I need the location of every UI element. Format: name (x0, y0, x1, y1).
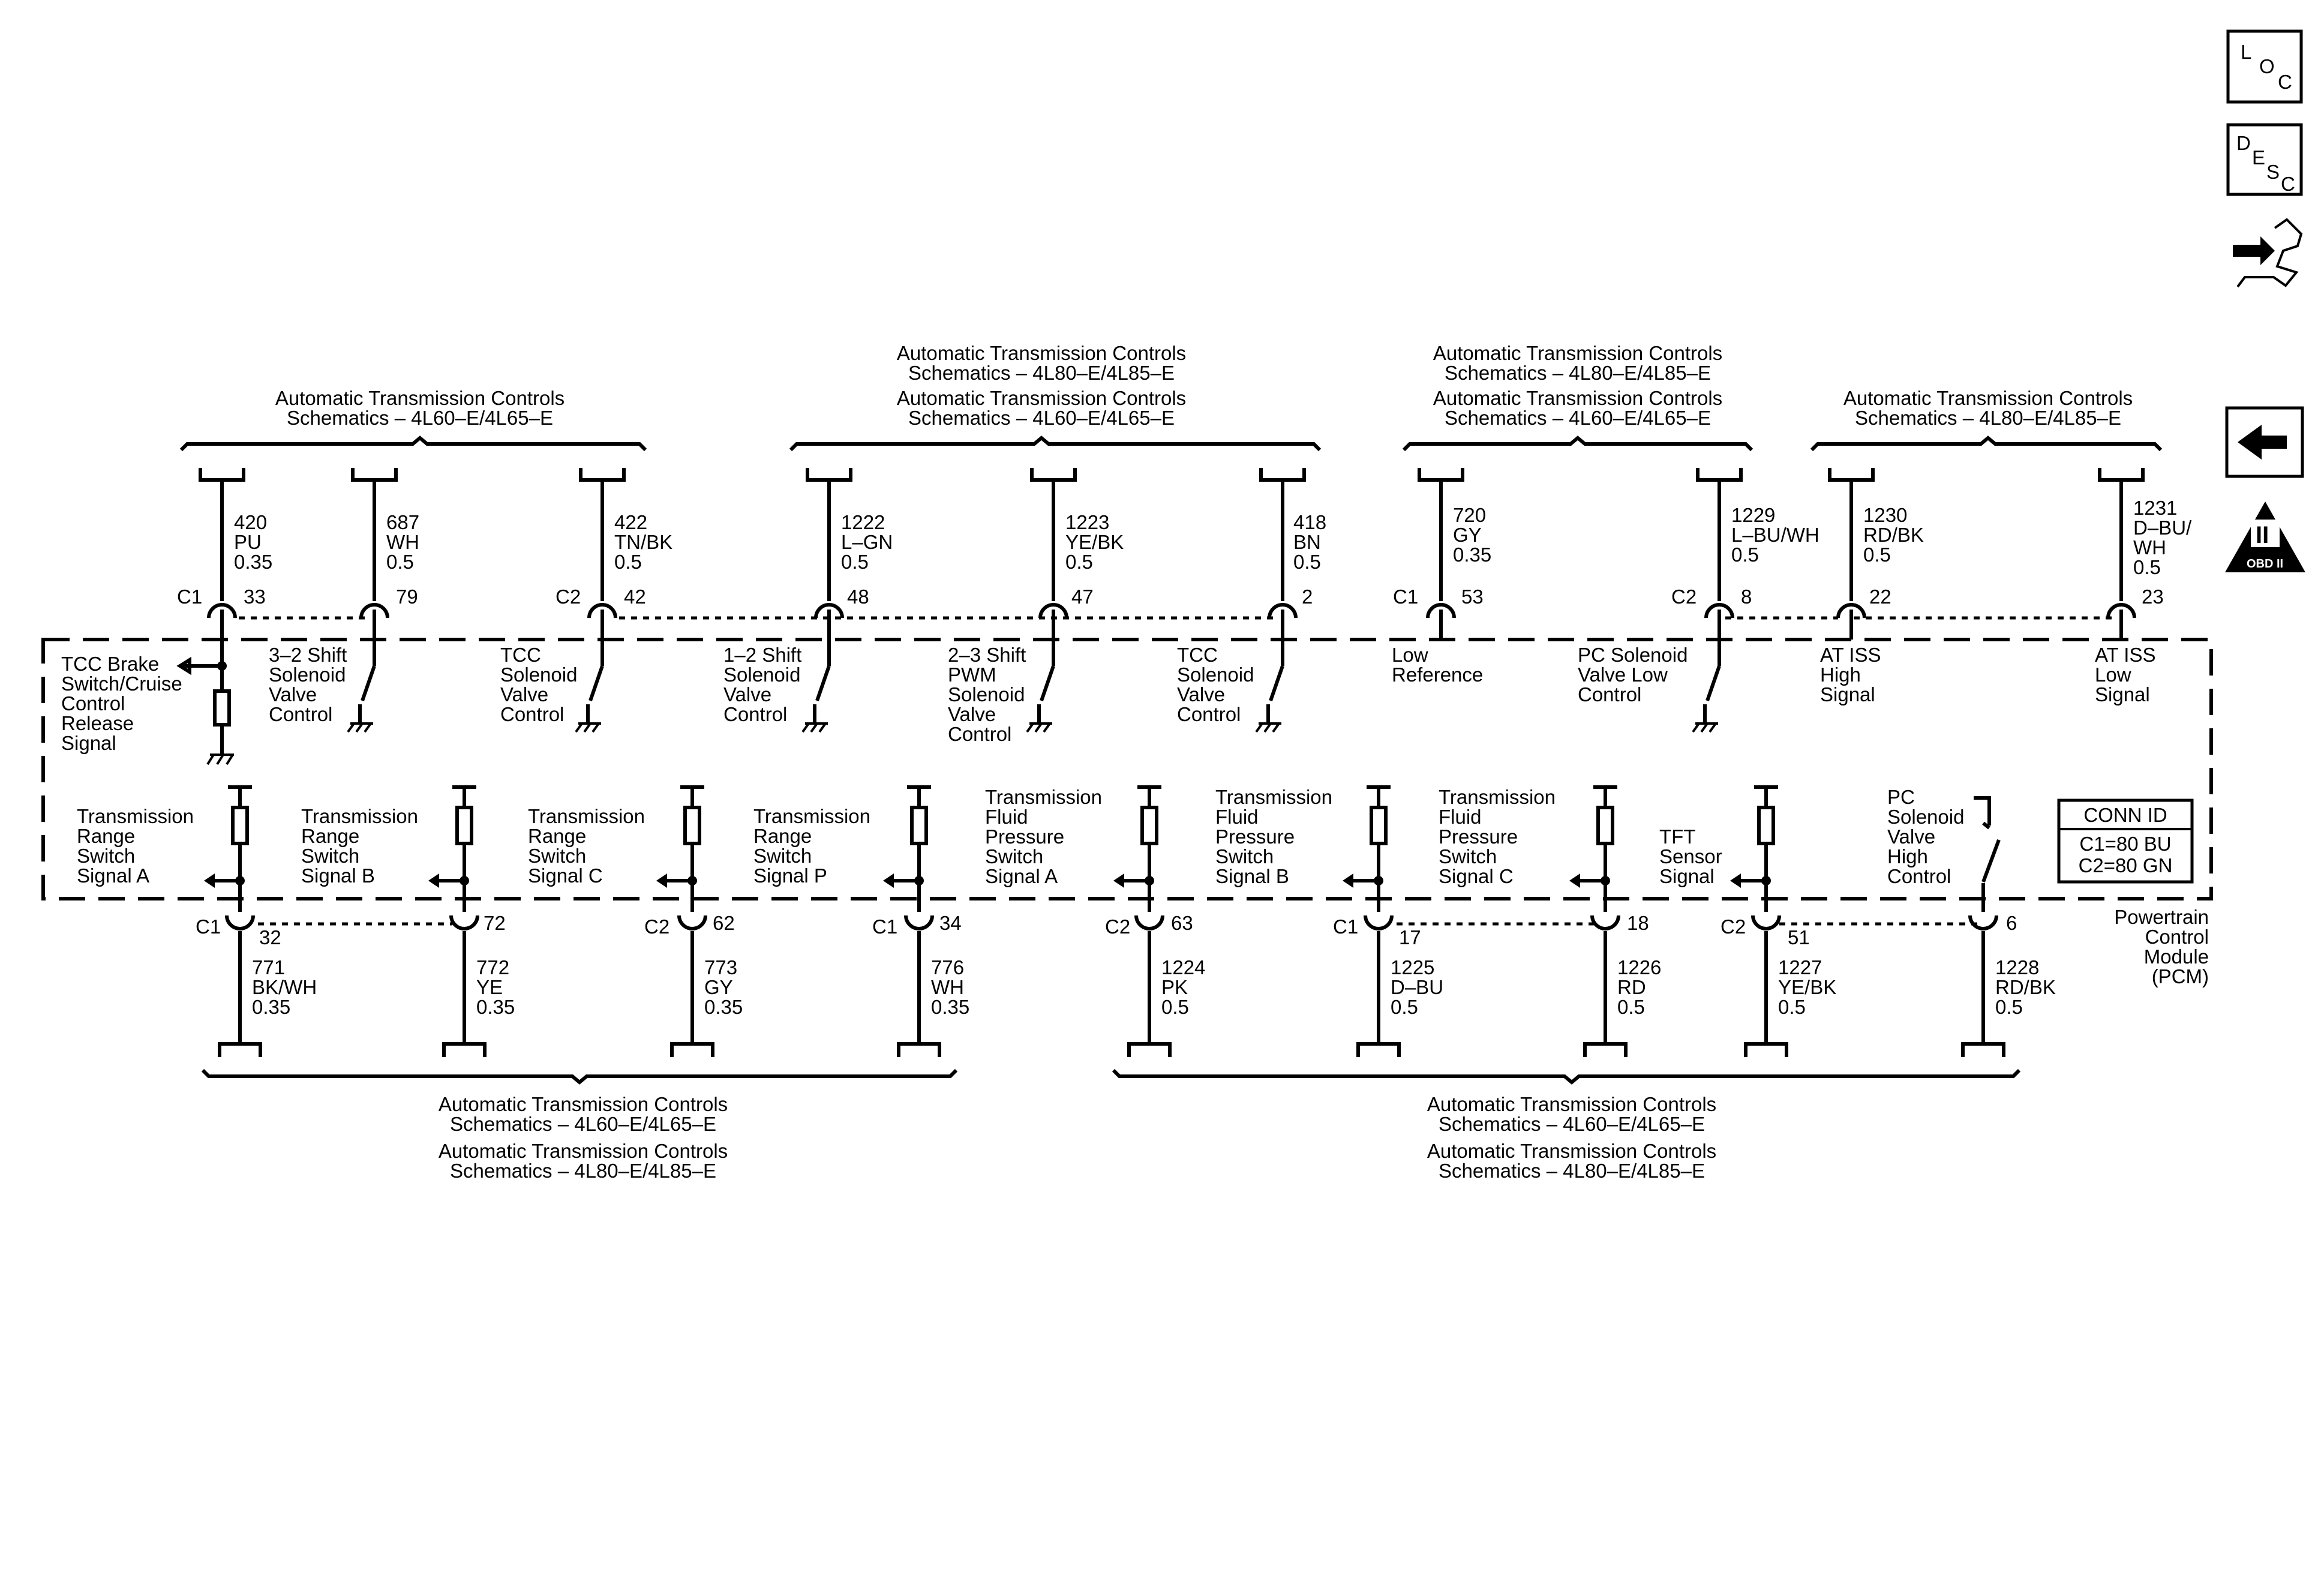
svg-text:2: 2 (1302, 586, 1313, 608)
svg-text:0.5: 0.5 (1161, 996, 1189, 1018)
svg-text:Low: Low (2095, 664, 2131, 686)
svg-text:Signal A: Signal A (985, 865, 1058, 887)
svg-text:C: C (2278, 71, 2292, 93)
svg-text:47: 47 (1071, 586, 1094, 608)
svg-text:Reference: Reference (1392, 664, 1484, 686)
connector-pin-symbol (1592, 915, 1619, 929)
top-wire-pin-47[interactable] (948, 468, 1124, 745)
svg-text:Schematics – 4L60–E/4L65–E: Schematics – 4L60–E/4L65–E (1439, 1113, 1705, 1135)
svg-text:422: 422 (614, 511, 648, 533)
svg-text:420: 420 (234, 511, 268, 533)
svg-text:Transmission: Transmission (753, 805, 870, 827)
connector-pin-symbol (1365, 915, 1392, 929)
svg-text:PK: PK (1161, 976, 1188, 998)
top-wire-pin-42[interactable] (500, 468, 672, 732)
bottom-wire-pin-62[interactable] (528, 787, 743, 1057)
svg-text:RD/BK: RD/BK (1863, 524, 1924, 546)
svg-text:AT ISS: AT ISS (1820, 644, 1881, 666)
svg-text:53: 53 (1461, 586, 1484, 608)
svg-text:Control: Control (1887, 865, 1951, 887)
svg-text:Fluid: Fluid (1215, 806, 1259, 828)
svg-text:771: 771 (252, 956, 286, 978)
connector-view-icon[interactable] (2233, 220, 2301, 287)
svg-text:Signal: Signal (61, 732, 116, 754)
connector-pin-symbol (906, 915, 932, 929)
svg-text:62: 62 (713, 912, 735, 934)
svg-text:Signal: Signal (1659, 865, 1715, 887)
svg-text:Automatic Transmission Control: Automatic Transmission Controls (1433, 387, 1723, 409)
svg-text:WH: WH (2133, 536, 2166, 559)
svg-text:YE/BK: YE/BK (1065, 531, 1124, 553)
svg-text:C2: C2 (644, 915, 670, 938)
brace (1404, 438, 1752, 450)
svg-text:L–GN: L–GN (841, 531, 893, 553)
resistor-symbol (1371, 807, 1386, 843)
svg-text:Signal C: Signal C (1439, 865, 1514, 887)
svg-text:Schematics – 4L80–E/4L85–E: Schematics – 4L80–E/4L85–E (450, 1160, 716, 1182)
svg-text:Schematics – 4L80–E/4L85–E: Schematics – 4L80–E/4L85–E (908, 362, 1175, 384)
svg-text:PU: PU (234, 531, 262, 553)
svg-text:0.5: 0.5 (1863, 544, 1891, 566)
svg-text:D: D (2236, 132, 2251, 154)
svg-text:1224: 1224 (1161, 956, 1206, 978)
svg-text:Signal: Signal (2095, 683, 2150, 706)
svg-text:Control: Control (2145, 926, 2209, 948)
svg-text:0.5: 0.5 (1731, 544, 1759, 566)
svg-text:1222: 1222 (841, 511, 885, 533)
svg-text:Signal C: Signal C (528, 864, 603, 887)
svg-text:Automatic Transmission Control: Automatic Transmission Controls (1433, 342, 1723, 364)
svg-text:TFT: TFT (1659, 825, 1696, 848)
svg-text:773: 773 (704, 956, 738, 978)
svg-text:720: 720 (1453, 504, 1487, 526)
svg-text:Schematics – 4L60–E/4L65–E: Schematics – 4L60–E/4L65–E (287, 407, 553, 429)
svg-text:418: 418 (1293, 511, 1327, 533)
svg-text:RD/BK: RD/BK (1995, 976, 2056, 998)
top-group-0[interactable] (181, 387, 645, 450)
svg-text:High: High (1820, 664, 1861, 686)
brace (1113, 1070, 2019, 1082)
svg-text:Solenoid: Solenoid (269, 664, 346, 686)
svg-text:8: 8 (1741, 586, 1752, 608)
bottom-wire-pin-72[interactable] (301, 787, 515, 1057)
brace (1812, 438, 2161, 450)
svg-text:0.5: 0.5 (2133, 556, 2161, 578)
svg-text:Control: Control (1177, 703, 1241, 725)
svg-text:S: S (2266, 161, 2280, 183)
svg-text:Transmission: Transmission (301, 805, 418, 827)
top-wire-pin-8[interactable] (1578, 468, 1819, 732)
svg-text:Signal B: Signal B (1215, 865, 1289, 887)
svg-text:High: High (1887, 845, 1928, 867)
svg-text:Control: Control (723, 703, 788, 725)
top-wire-pin-48[interactable] (723, 468, 893, 732)
svg-text:Automatic Transmission Control: Automatic Transmission Controls (1427, 1093, 1717, 1115)
svg-text:GY: GY (1453, 524, 1482, 546)
svg-text:Valve: Valve (269, 683, 317, 706)
svg-text:C2: C2 (1671, 586, 1697, 608)
connector-pin-symbol (1970, 915, 1996, 929)
top-wire-pin-2[interactable] (1177, 468, 1326, 732)
switch-symbol (1983, 840, 1999, 882)
connector-pin-symbol (1136, 915, 1163, 929)
bottom-wire-pin-18[interactable] (1439, 786, 1661, 1057)
bottom-wire-pin-51[interactable] (1659, 787, 1836, 1057)
resistor-symbol (1142, 807, 1157, 843)
resistor-symbol (457, 807, 472, 843)
svg-text:Low: Low (1392, 644, 1428, 666)
svg-text:YE/BK: YE/BK (1778, 976, 1837, 998)
svg-text:Solenoid: Solenoid (948, 683, 1025, 706)
svg-text:Pressure: Pressure (1215, 825, 1295, 848)
svg-text:Control: Control (500, 703, 565, 725)
svg-text:Transmission: Transmission (528, 805, 645, 827)
svg-text:Automatic Transmission Control: Automatic Transmission Controls (896, 342, 1187, 364)
svg-text:Sensor: Sensor (1659, 845, 1722, 867)
svg-text:Range: Range (77, 825, 136, 847)
svg-text:32: 32 (259, 926, 281, 948)
pcm-module-label (2114, 906, 2209, 987)
svg-text:Solenoid: Solenoid (723, 664, 801, 686)
brace (791, 438, 1320, 450)
ground-symbol (208, 755, 234, 764)
svg-text:Signal A: Signal A (77, 864, 150, 887)
svg-text:PC: PC (1887, 786, 1915, 808)
svg-text:Valve: Valve (723, 683, 772, 706)
brace (181, 438, 645, 450)
svg-text:0.35: 0.35 (1453, 544, 1492, 566)
top-wire-pin-79[interactable] (269, 468, 419, 732)
svg-text:Switch: Switch (77, 845, 136, 867)
bottom-wire-pin-17[interactable] (1215, 786, 1443, 1057)
svg-text:GY: GY (704, 976, 733, 998)
bottom-group-1[interactable] (1113, 1070, 2019, 1182)
brace (203, 1070, 956, 1082)
svg-text:AT ISS: AT ISS (2095, 644, 2156, 666)
svg-text:D–BU: D–BU (1391, 976, 1444, 998)
svg-text:C2: C2 (556, 586, 581, 608)
back-button[interactable] (2227, 408, 2302, 476)
svg-text:C1=80 BU: C1=80 BU (2079, 833, 2172, 855)
svg-text:C1: C1 (1393, 586, 1419, 608)
svg-text:Switch: Switch (753, 845, 812, 867)
resistor-symbol (912, 807, 926, 843)
svg-text:Automatic Transmission Control: Automatic Transmission Controls (1427, 1140, 1717, 1162)
svg-text:34: 34 (939, 912, 962, 934)
svg-text:Signal: Signal (1820, 683, 1875, 706)
svg-text:Release: Release (61, 712, 134, 734)
bottom-wire-pin-34[interactable] (753, 787, 969, 1057)
svg-text:0.35: 0.35 (234, 551, 273, 573)
svg-text:22: 22 (1869, 586, 1891, 608)
svg-text:63: 63 (1171, 912, 1193, 934)
ground-symbol (576, 724, 601, 732)
svg-text:772: 772 (476, 956, 510, 978)
svg-text:Fluid: Fluid (985, 806, 1028, 828)
svg-text:Automatic Transmission Control: Automatic Transmission Controls (1843, 387, 2133, 409)
svg-text:17: 17 (1399, 926, 1421, 948)
desc-button[interactable] (2228, 125, 2301, 195)
svg-text:Valve: Valve (948, 703, 996, 725)
svg-text:(PCM): (PCM) (2151, 965, 2209, 987)
svg-text:Schematics – 4L80–E/4L85–E: Schematics – 4L80–E/4L85–E (1439, 1160, 1705, 1182)
svg-text:Automatic Transmission Control: Automatic Transmission Controls (275, 387, 565, 409)
connector-pin-symbol (451, 915, 478, 929)
svg-text:Automatic Transmission Control: Automatic Transmission Controls (896, 387, 1187, 409)
svg-text:Valve: Valve (1887, 825, 1936, 848)
svg-text:C: C (2281, 173, 2295, 195)
svg-text:Control: Control (61, 692, 125, 715)
svg-text:PWM: PWM (948, 664, 996, 686)
svg-text:C1: C1 (872, 915, 898, 938)
svg-text:2–3 Shift: 2–3 Shift (948, 644, 1026, 666)
svg-text:0.5: 0.5 (1778, 996, 1806, 1018)
svg-text:TN/BK: TN/BK (614, 531, 673, 553)
svg-text:1226: 1226 (1617, 956, 1662, 978)
svg-text:C2: C2 (1721, 915, 1746, 938)
svg-text:79: 79 (396, 586, 418, 608)
resistor-symbol (685, 807, 699, 843)
top-wire-pin-23[interactable] (2095, 468, 2192, 706)
svg-text:0.35: 0.35 (252, 996, 291, 1018)
svg-text:Transmission: Transmission (77, 805, 194, 827)
svg-text:WH: WH (386, 531, 419, 553)
ground-symbol (348, 724, 373, 732)
svg-text:Switch: Switch (1215, 845, 1274, 867)
connector-pin-symbol (227, 915, 253, 929)
svg-text:Module: Module (2143, 945, 2209, 968)
svg-text:Switch: Switch (301, 845, 360, 867)
svg-text:TCC: TCC (1177, 644, 1218, 666)
svg-text:Automatic Transmission Control: Automatic Transmission Controls (438, 1140, 728, 1162)
svg-text:Switch: Switch (985, 845, 1044, 867)
svg-text:776: 776 (931, 956, 965, 978)
svg-text:Solenoid: Solenoid (500, 664, 578, 686)
conn-id-box (2059, 800, 2192, 882)
svg-text:1230: 1230 (1863, 504, 1908, 526)
connector-pin-symbol (1753, 915, 1779, 929)
resistor-symbol (215, 691, 229, 725)
svg-text:Schematics – 4L60–E/4L65–E: Schematics – 4L60–E/4L65–E (1445, 407, 1711, 429)
ground-symbol (1027, 724, 1052, 732)
svg-text:0.5: 0.5 (614, 551, 642, 573)
connector-pin-symbol (679, 915, 705, 929)
svg-text:Transmission: Transmission (985, 786, 1102, 808)
svg-text:0.5: 0.5 (841, 551, 869, 573)
svg-text:Valve: Valve (500, 683, 549, 706)
svg-text:TCC: TCC (500, 644, 541, 666)
bottom-wire-pin-63[interactable] (985, 786, 1205, 1057)
svg-text:23: 23 (2142, 586, 2164, 608)
svg-text:0.5: 0.5 (1391, 996, 1418, 1018)
svg-text:Switch: Switch (1439, 845, 1497, 867)
svg-text:C1: C1 (1333, 915, 1359, 938)
svg-text:Schematics – 4L60–E/4L65–E: Schematics – 4L60–E/4L65–E (908, 407, 1175, 429)
svg-text:1223: 1223 (1065, 511, 1110, 533)
svg-text:Valve Low: Valve Low (1578, 664, 1668, 686)
svg-text:42: 42 (624, 586, 646, 608)
svg-text:E: E (2252, 146, 2266, 169)
svg-text:C2: C2 (1105, 915, 1131, 938)
top-wire-pin-22[interactable] (1820, 468, 1924, 706)
svg-text:L: L (2241, 41, 2252, 63)
svg-text:Switch: Switch (528, 845, 587, 867)
svg-text:OBD II: OBD II (2247, 557, 2284, 571)
svg-text:0.5: 0.5 (1617, 996, 1645, 1018)
svg-text:Solenoid: Solenoid (1177, 664, 1254, 686)
svg-text:Control: Control (1578, 683, 1642, 706)
svg-text:1–2 Shift: 1–2 Shift (723, 644, 802, 666)
svg-text:1229: 1229 (1731, 504, 1776, 526)
svg-text:Valve: Valve (1177, 683, 1226, 706)
svg-text:72: 72 (484, 912, 506, 934)
loc-button[interactable] (2228, 31, 2301, 102)
svg-text:Pressure: Pressure (985, 825, 1065, 848)
svg-text:Range: Range (528, 825, 587, 847)
svg-text:Signal B: Signal B (301, 864, 375, 887)
svg-text:Schematics – 4L60–E/4L65–E: Schematics – 4L60–E/4L65–E (450, 1113, 716, 1135)
top-wire-pin-53[interactable] (1392, 468, 1491, 686)
svg-text:Transmission: Transmission (1439, 786, 1556, 808)
svg-text:33: 33 (244, 586, 266, 608)
svg-text:Transmission: Transmission (1215, 786, 1332, 808)
svg-text:0.5: 0.5 (1293, 551, 1321, 573)
svg-text:Fluid: Fluid (1439, 806, 1482, 828)
svg-text:Range: Range (301, 825, 360, 847)
top-group-1[interactable] (791, 342, 1320, 450)
svg-text:L–BU/WH: L–BU/WH (1731, 524, 1819, 546)
ground-symbol (803, 724, 828, 732)
svg-text:0.5: 0.5 (1995, 996, 2023, 1018)
svg-text:0.35: 0.35 (931, 996, 970, 1018)
resistor-symbol (1598, 807, 1613, 843)
svg-text:1228: 1228 (1995, 956, 2040, 978)
svg-text:687: 687 (386, 511, 420, 533)
top-wire-pin-33[interactable] (61, 468, 272, 764)
svg-text:RD: RD (1617, 976, 1646, 998)
svg-text:O: O (2259, 55, 2275, 77)
svg-text:Powertrain: Powertrain (2114, 906, 2209, 928)
svg-text:Signal P: Signal P (753, 864, 827, 887)
svg-text:Pressure: Pressure (1439, 825, 1518, 848)
ground-symbol (1693, 724, 1718, 732)
top-group-2[interactable] (1404, 342, 1752, 450)
svg-text:51: 51 (1788, 926, 1810, 948)
svg-text:C1: C1 (196, 915, 221, 938)
svg-text:3–2 Shift: 3–2 Shift (269, 644, 347, 666)
svg-text:D–BU/: D–BU/ (2133, 517, 2192, 539)
svg-text:Range: Range (753, 825, 812, 847)
svg-text:1227: 1227 (1778, 956, 1822, 978)
top-group-3[interactable] (1812, 387, 2161, 450)
svg-text:TCC Brake: TCC Brake (61, 653, 160, 675)
svg-text:WH: WH (931, 976, 964, 998)
svg-text:Automatic Transmission Control: Automatic Transmission Controls (438, 1093, 728, 1115)
svg-text:Control: Control (948, 723, 1012, 745)
svg-text:PC Solenoid: PC Solenoid (1578, 644, 1688, 666)
svg-text:0.5: 0.5 (386, 551, 414, 573)
svg-text:Schematics – 4L80–E/4L85–E: Schematics – 4L80–E/4L85–E (1445, 362, 1711, 384)
bottom-wire-pin-6[interactable] (1887, 786, 2056, 1057)
svg-text:BN: BN (1293, 531, 1321, 553)
svg-text:0.5: 0.5 (1065, 551, 1093, 573)
bottom-wire-pin-32[interactable] (77, 787, 317, 1057)
svg-text:II: II (2256, 522, 2269, 548)
svg-text:BK/WH: BK/WH (252, 976, 317, 998)
svg-text:Schematics – 4L80–E/4L85–E: Schematics – 4L80–E/4L85–E (1855, 407, 2121, 429)
svg-text:Control: Control (269, 703, 333, 725)
svg-text:C1: C1 (177, 586, 203, 608)
resistor-symbol (233, 807, 247, 843)
svg-text:0.35: 0.35 (704, 996, 743, 1018)
bottom-group-0[interactable] (203, 1070, 956, 1182)
svg-text:Switch/Cruise: Switch/Cruise (61, 673, 182, 695)
svg-text:1231: 1231 (2133, 497, 2178, 519)
svg-text:1225: 1225 (1391, 956, 1435, 978)
obd-ii-badge[interactable] (2225, 502, 2305, 572)
svg-text:48: 48 (847, 586, 869, 608)
svg-text:18: 18 (1627, 912, 1649, 934)
resistor-symbol (1759, 807, 1773, 843)
ground-symbol (1256, 724, 1281, 732)
svg-text:YE: YE (476, 976, 503, 998)
svg-text:0.35: 0.35 (476, 996, 515, 1018)
svg-text:C2=80 GN: C2=80 GN (2078, 854, 2173, 876)
svg-text:CONN ID: CONN ID (2083, 804, 2167, 826)
svg-text:6: 6 (2006, 912, 2017, 934)
svg-text:Solenoid: Solenoid (1887, 806, 1965, 828)
